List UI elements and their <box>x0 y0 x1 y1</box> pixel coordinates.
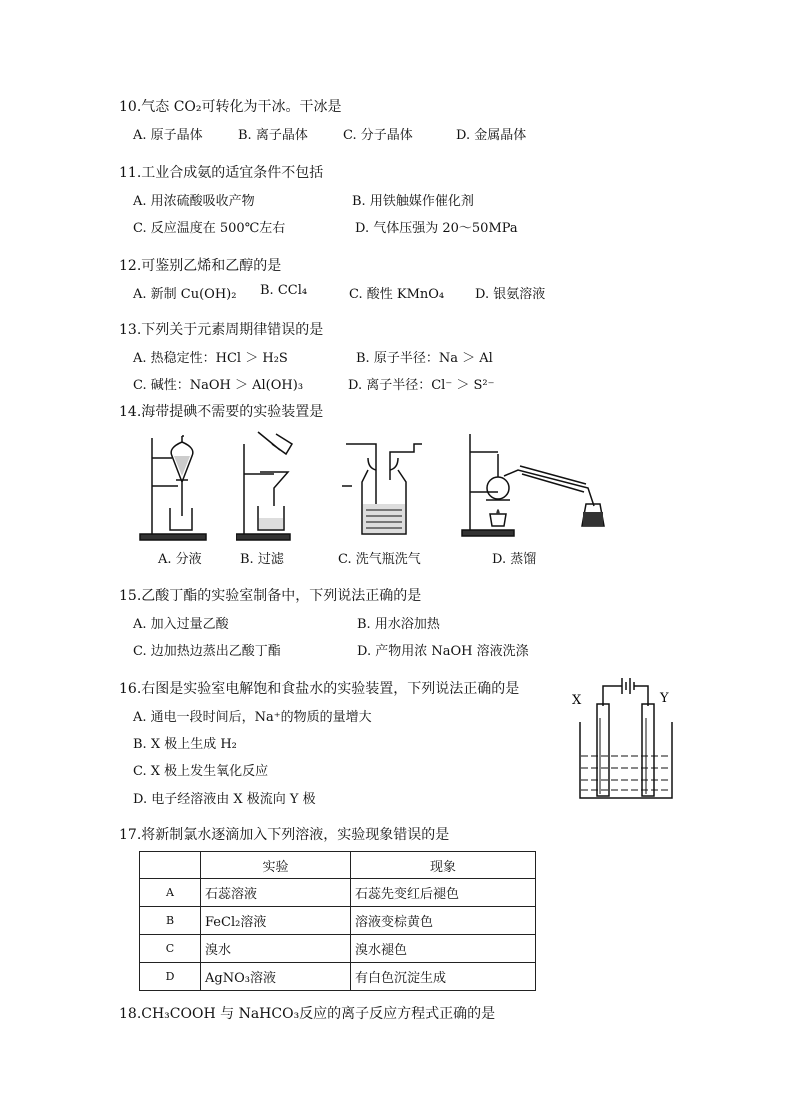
table-cell: B <box>140 907 201 935</box>
electrolysis-apparatus <box>570 668 678 802</box>
table-header-cell: 现象 <box>351 852 536 879</box>
q16-option-b: B. X 极上生成 H₂ <box>133 737 237 752</box>
q13-option-c: C. 碱性：NaOH ＞ Al(OH)₃ <box>133 378 304 393</box>
table-cell: C <box>140 935 201 963</box>
table-cell: 溴水 <box>201 935 351 963</box>
q10-option-c: C. 分子晶体 <box>343 128 413 143</box>
q15-option-b: B. 用水浴加热 <box>357 617 440 632</box>
q14-caption-b: B. 过滤 <box>240 552 284 567</box>
q17-table <box>139 851 536 991</box>
table-cell: 有白色沉淀生成 <box>351 963 536 991</box>
q12-option-c: C. 酸性 KMnO₄ <box>349 287 445 302</box>
table-cell: 溶液变棕黄色 <box>351 907 536 935</box>
table-cell: AgNO₃溶液 <box>201 963 351 991</box>
q13-option-d: D. 离子半径：Cl⁻ ＞ S²⁻ <box>348 378 495 393</box>
table-row <box>140 879 536 907</box>
q11-option-c: C. 反应温度在 500℃左右 <box>133 221 286 236</box>
q13-option-a: A. 热稳定性：HCl ＞ H₂S <box>133 351 288 366</box>
q11-option-b: B. 用铁触媒作催化剂 <box>352 194 474 209</box>
q12-option-d: D. 银氨溶液 <box>475 287 546 302</box>
table-header-cell: 实验 <box>201 852 351 879</box>
distillation-apparatus <box>458 430 610 542</box>
table-row <box>140 935 536 963</box>
q10-option-b: B. 离子晶体 <box>238 128 308 143</box>
q14-caption-d: D. 蒸馏 <box>492 552 537 567</box>
q10-option-d: D. 金属晶体 <box>456 128 527 143</box>
table-cell: FeCl₂溶液 <box>201 907 351 935</box>
table-cell: D <box>140 963 201 991</box>
q15-option-c: C. 边加热边蒸出乙酸丁酯 <box>133 644 281 659</box>
filtration-apparatus <box>236 430 298 542</box>
electrode-y-label: Y <box>660 691 669 706</box>
table-cell: A <box>140 879 201 907</box>
question-11-stem: 11.工业合成氨的适宜条件不包括 <box>119 165 324 181</box>
table-cell: 溴水褪色 <box>351 935 536 963</box>
q14-caption-c: C. 洗气瓶洗气 <box>338 552 421 567</box>
table-cell: 石蕊先变红后褪色 <box>351 879 536 907</box>
separatory-funnel-apparatus <box>138 430 210 542</box>
q16-option-c: C. X 极上发生氧化反应 <box>133 764 269 779</box>
q16-option-d: D. 电子经溶液由 X 极流向 Y 极 <box>133 792 316 807</box>
question-16-stem: 16.右图是实验室电解饱和食盐水的实验装置，下列说法正确的是 <box>119 681 520 697</box>
q10-option-a: A. 原子晶体 <box>133 128 203 143</box>
question-18-stem: 18.CH₃COOH 与 NaHCO₃反应的离子反应方程式正确的是 <box>119 1006 496 1022</box>
q11-option-a: A. 用浓硫酸吸收产物 <box>133 194 255 209</box>
q12-option-b: B. CCl₄ <box>260 283 308 298</box>
q13-option-b: B. 原子半径：Na ＞ Al <box>356 351 493 366</box>
question-13-stem: 13.下列关于元素周期律错误的是 <box>119 322 324 338</box>
q12-option-a: A. 新制 Cu(OH)₂ <box>133 287 237 302</box>
table-header-row <box>140 852 536 879</box>
gas-washing-bottle-apparatus <box>338 430 428 542</box>
q11-option-d: D. 气体压强为 20～50MPa <box>355 221 518 236</box>
question-10-stem: 10.气态 CO₂可转化为干冰。干冰是 <box>119 99 342 115</box>
table-header-cell <box>140 852 201 879</box>
q14-caption-a: A. 分液 <box>158 552 202 567</box>
question-15-stem: 15.乙酸丁酯的实验室制备中，下列说法正确的是 <box>119 588 422 604</box>
question-17-stem: 17.将新制氯水逐滴加入下列溶液，实验现象错误的是 <box>119 827 450 843</box>
question-12-stem: 12.可鉴别乙烯和乙醇的是 <box>119 258 282 274</box>
electrode-x-label: X <box>572 693 582 708</box>
table-row <box>140 907 536 935</box>
q15-option-a: A. 加入过量乙酸 <box>133 617 229 632</box>
q16-option-a: A. 通电一段时间后，Na⁺的物质的量增大 <box>133 710 372 725</box>
table-row <box>140 963 536 991</box>
table-cell: 石蕊溶液 <box>201 879 351 907</box>
question-14-stem: 14.海带提碘不需要的实验装置是 <box>119 404 324 420</box>
q15-option-d: D. 产物用浓 NaOH 溶液洗涤 <box>357 644 529 659</box>
